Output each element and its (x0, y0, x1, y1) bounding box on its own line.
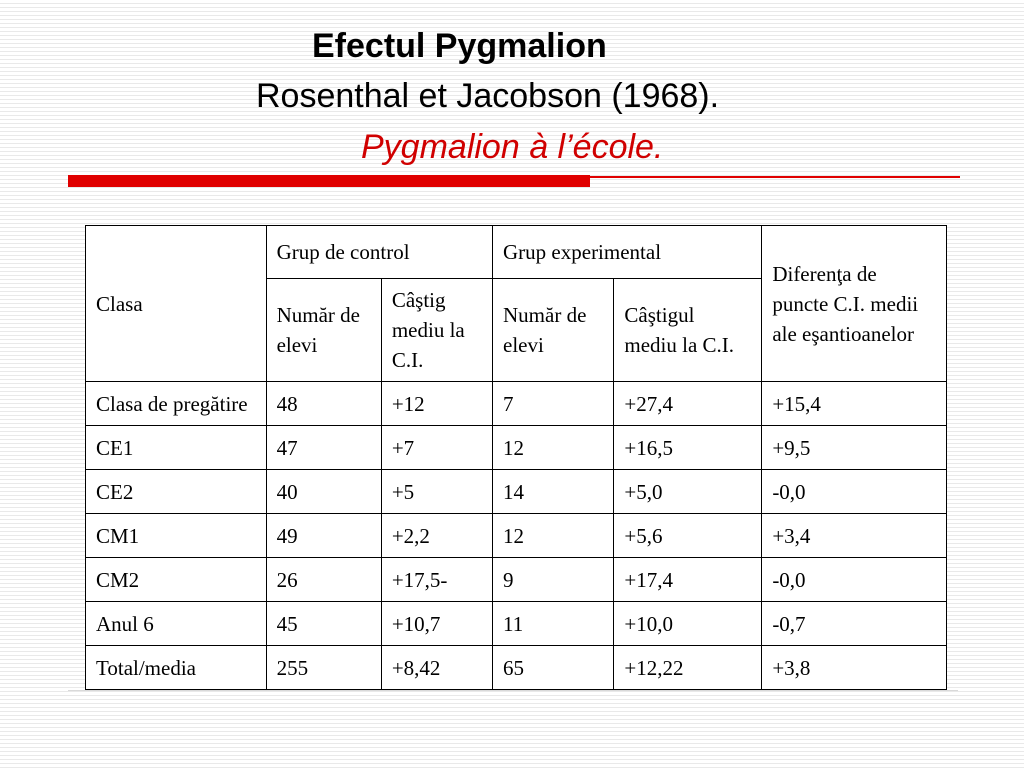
cell-diff: -0,0 (762, 470, 947, 514)
cell-gain-exp: +27,4 (614, 382, 762, 426)
cell-gain-exp: +10,0 (614, 602, 762, 646)
header-grup-experimental: Grup experimental (493, 226, 762, 279)
slide-subtitle-italic: Pygmalion à l’école. (361, 128, 664, 166)
cell-diff: +9,5 (762, 426, 947, 470)
cell-n-control: 26 (266, 558, 381, 602)
cell-clasa: Anul 6 (86, 602, 267, 646)
cell-clasa: Total/media (86, 646, 267, 690)
footer-divider (68, 690, 958, 691)
cell-diff: -0,0 (762, 558, 947, 602)
table-row (86, 558, 947, 602)
cell-clasa: CE1 (86, 426, 267, 470)
cell-n-control: 49 (266, 514, 381, 558)
cell-diff: -0,7 (762, 602, 947, 646)
header-castig-control: Câştig mediu la C.I. (381, 279, 492, 382)
cell-n-exp: 9 (493, 558, 614, 602)
cell-gain-control: +10,7 (381, 602, 492, 646)
cell-diff: +3,4 (762, 514, 947, 558)
cell-gain-control: +12 (381, 382, 492, 426)
cell-gain-exp: +5,6 (614, 514, 762, 558)
header-numar-elevi-control: Număr de elevi (266, 279, 381, 382)
title-divider-thick (68, 175, 590, 187)
cell-gain-exp: +5,0 (614, 470, 762, 514)
cell-gain-control: +2,2 (381, 514, 492, 558)
cell-diff: +15,4 (762, 382, 947, 426)
table-row (86, 426, 947, 470)
cell-gain-control: +5 (381, 470, 492, 514)
cell-clasa: CM2 (86, 558, 267, 602)
cell-n-exp: 7 (493, 382, 614, 426)
cell-n-exp: 14 (493, 470, 614, 514)
cell-diff: +3,8 (762, 646, 947, 690)
cell-n-exp: 12 (493, 514, 614, 558)
cell-gain-control: +7 (381, 426, 492, 470)
cell-n-control: 40 (266, 470, 381, 514)
pygmalion-results-table (85, 225, 947, 690)
cell-gain-exp: +17,4 (614, 558, 762, 602)
cell-gain-control: +17,5- (381, 558, 492, 602)
cell-n-control: 255 (266, 646, 381, 690)
table-row (86, 514, 947, 558)
header-clasa: Clasa (86, 226, 267, 382)
cell-n-control: 47 (266, 426, 381, 470)
cell-clasa: CE2 (86, 470, 267, 514)
cell-n-control: 48 (266, 382, 381, 426)
header-numar-elevi-exp: Număr de elevi (493, 279, 614, 382)
table-row (86, 382, 947, 426)
slide-subtitle: Rosenthal et Jacobson (1968). (256, 77, 720, 115)
cell-n-control: 45 (266, 602, 381, 646)
cell-n-exp: 12 (493, 426, 614, 470)
table-header-row (86, 226, 947, 279)
cell-gain-exp: +12,22 (614, 646, 762, 690)
cell-n-exp: 65 (493, 646, 614, 690)
table-row (86, 602, 947, 646)
header-castig-exp: Câştigul mediu la C.I. (614, 279, 762, 382)
cell-clasa: Clasa de pregătire (86, 382, 267, 426)
slide-title: Efectul Pygmalion (312, 27, 607, 65)
table-row (86, 470, 947, 514)
title-divider-thin (590, 176, 960, 178)
cell-gain-control: +8,42 (381, 646, 492, 690)
header-grup-control: Grup de control (266, 226, 492, 279)
header-diferenta: Diferenţa de puncte C.I. medii ale eşantioanelor (762, 226, 947, 382)
cell-clasa: CM1 (86, 514, 267, 558)
table-row-total (86, 646, 947, 690)
cell-gain-exp: +16,5 (614, 426, 762, 470)
cell-n-exp: 11 (493, 602, 614, 646)
